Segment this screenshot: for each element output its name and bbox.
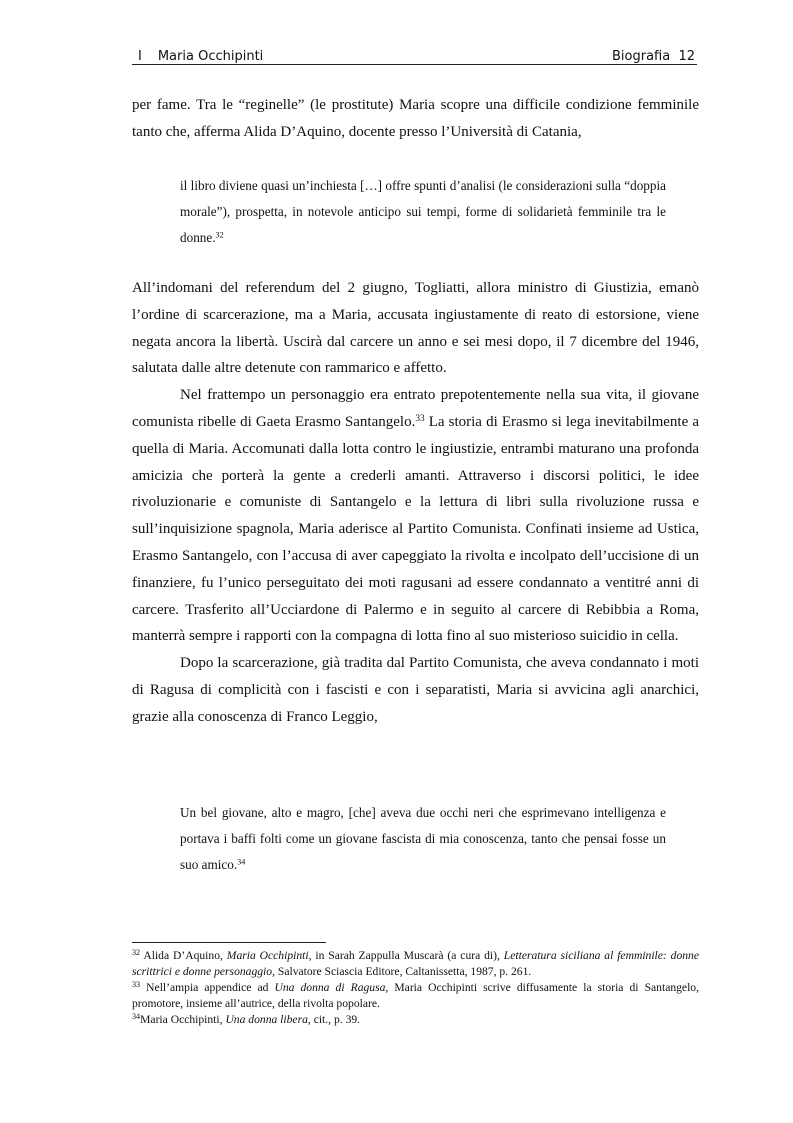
footnote-32-number: 32: [132, 947, 141, 957]
footnote-ref-32: 32: [215, 230, 224, 240]
footnote-32-title: Maria Occhipinti: [226, 949, 309, 962]
main-text: [132, 275, 699, 731]
footnote-ref-34: 34: [237, 857, 246, 867]
footnote-33-title: Una donna di Ragusa: [274, 981, 386, 994]
header-right: [612, 49, 695, 65]
running-header: [132, 48, 697, 65]
chapter-number: I: [138, 49, 142, 64]
paragraph-3-text-a: Nel frattempo un personaggio era entrato prepotentemente nella sua vita, il giovane comunista ribelle di Gaeta Erasmo Santangelo.: [132, 387, 699, 430]
footnote-34-text: Maria Occhipinti,: [140, 1013, 226, 1026]
paragraph-1-text: per fame. Tra le “reginelle” (le prostitute) Maria scopre una difficile condizione femminile tanto che, afferma Alida D’Aquino, docente presso l’Università di Catania,: [132, 97, 699, 140]
footnote-33-number: 33: [132, 979, 141, 989]
paragraph-2: All’indomani del referendum del 2 giugno, Togliatti, allora ministro di Giustizia, emanò l’ordine di scarcerazione, ma a Maria, accusata ingiustamente di reato di estorsione, viene negata ancora la libertà. Uscirà dal carcere un anno e sei mesi dopo, il 7 dicembre del 1946, salutata dalle altre detenute con rammarico e affetto.: [132, 280, 699, 377]
paragraph-1: [132, 92, 699, 146]
footnote-34-text-2: , cit., p. 39.: [307, 1013, 361, 1026]
footnote-33-text-2: , Maria Occhipinti scrive diffusamente la storia di Santangelo, promotore, insieme all’autrice, della rivolta popolare.: [132, 981, 699, 1010]
footnote-32-book-title: Letteratura siciliana al femminile: donne scrittrici e donne personaggio: [132, 949, 699, 978]
block-quote-2: [180, 800, 666, 878]
footnotes: [132, 948, 699, 1028]
footnote-separator: [132, 942, 326, 943]
page-number: 12: [678, 49, 695, 64]
block-quote-2-text: Un bel giovane, alto e magro, [che] aveva due occhi neri che esprimevano intelligenza e portava i baffi folti come un giovane fascista di mia conoscenza, tanto che pensai fosse un suo amico.: [180, 805, 666, 872]
footnote-32-text-3: , Salvatore Sciascia Editore, Caltanissetta, 1987, p. 261.: [272, 965, 532, 978]
footnote-32-text: Alida D’Aquino,: [140, 949, 227, 962]
paragraph-4: Dopo la scarcerazione, già tradita dal Partito Comunista, che aveva condannato i moti di Ragusa di complicità con i fascisti e con i separatisti, Maria si avvicina agli anarchici, grazie alla conoscenza di Franco Leggio,: [132, 655, 699, 725]
chapter-title: Maria Occhipinti: [157, 49, 264, 64]
block-quote-1-text: il libro diviene quasi un’inchiesta […] offre spunti d’analisi (le considerazioni sulla “doppia morale”), prospetta, in notevole anticipo sui tempi, forme di solidarietà femminile tra le donne.: [180, 178, 666, 245]
footnote-ref-33: 33: [415, 413, 425, 424]
footnote-32-text-2: , in Sarah Zappulla Muscarà (a cura di),: [308, 949, 504, 962]
footnote-32: [132, 948, 699, 980]
header-left: [138, 49, 263, 65]
footnote-33: [132, 980, 699, 1012]
paragraph-3: [132, 382, 699, 650]
paragraph-3-text-b: La storia di Erasmo si lega inevitabilmente a quella di Maria. Accomunati dalla lotta contro le ingiustizie, entrambi maturano una profonda amicizia che porterà la gente a crederli amanti. Attraverso i discorsi politici, le idee rivoluzionarie e comuniste di Santangelo e la lettura di libri sulla rivoluzione russa e sull’inquisizione spagnola, Maria aderisce al Partito Comunista. Confinati insieme ad Ustica, Erasmo Santangelo, con l’accusa di aver capeggiato la rivolta e incolpato dell’uccisione di un finanziere, fu l’unico perseguitato dei moti ragusani ad essere condannato a ventitré anni di carcere. Trasferito all’Ucciardone di Palermo e in seguito al carcere di Rebibbia a Roma, manterrà sempre i rapporti con la compagna di lotta fino al suo misterioso suicidio in cella.: [132, 413, 699, 645]
footnote-34: [132, 1012, 699, 1028]
footnote-34-number: 34: [132, 1011, 141, 1021]
footnote-34-title: Una donna libera: [225, 1013, 308, 1026]
section-title: Biografia: [611, 49, 671, 64]
block-quote-1: [180, 173, 666, 251]
footnote-33-text: Nell’ampia appendice ad: [140, 981, 275, 994]
